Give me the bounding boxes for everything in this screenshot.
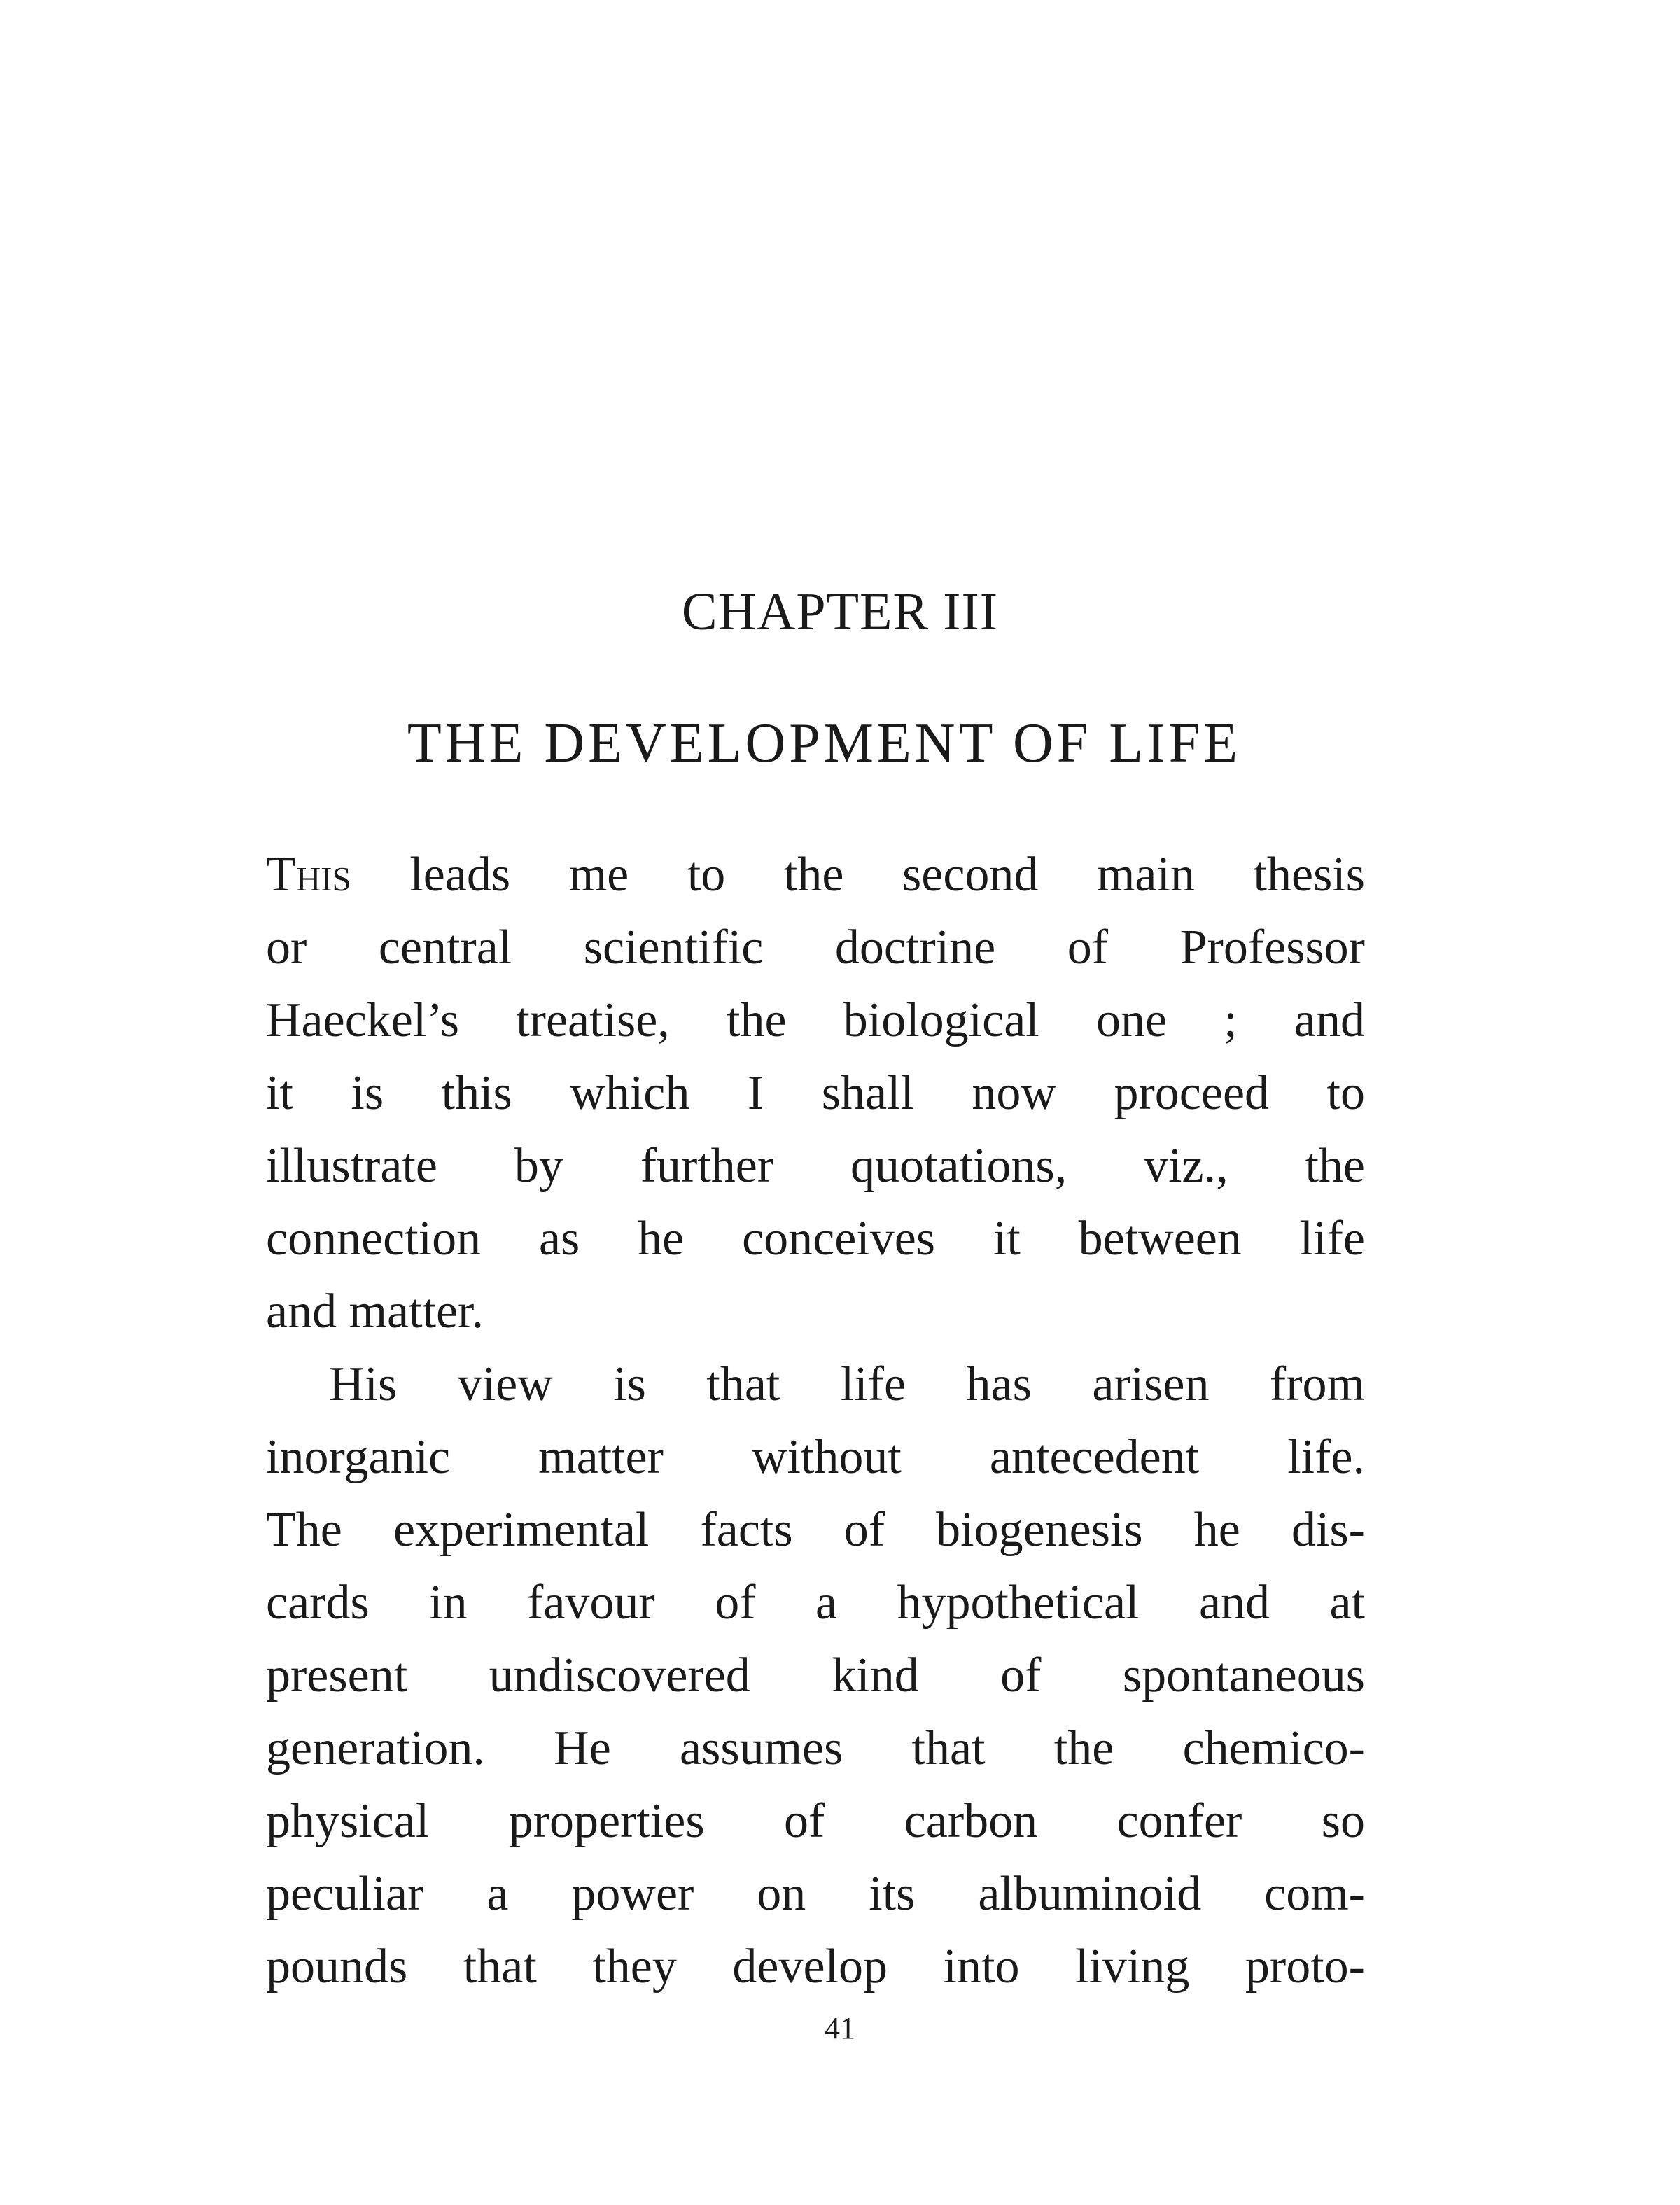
paragraph-line: peculiar a power on its albuminoid com- [266, 1867, 1365, 1921]
chapter-label: CHAPTER III [681, 582, 999, 641]
paragraph-line: His view is that life has arisen from [329, 1357, 1365, 1411]
paragraph-line: connection as he conceives it between life [266, 1212, 1365, 1266]
paragraph-line: cards in favour of a hypothetical and at [266, 1576, 1365, 1630]
page-number: 41 [825, 2011, 855, 2045]
paragraph-line: physical properties of carbon confer so [266, 1794, 1365, 1848]
paragraph-line: inorganic matter without antecedent life. [266, 1430, 1365, 1484]
paragraph-line: Haeckel’s treatise, the biological one ; and [266, 993, 1365, 1047]
paragraph-line: pounds that they develop into living proto- [266, 1940, 1365, 1994]
paragraph-line: it is this which I shall now proceed to [266, 1066, 1365, 1120]
chapter-title: THE DEVELOPMENT OF LIFE [407, 713, 1242, 774]
paragraph-lead-word: This [266, 848, 351, 902]
paragraph-line: present undiscovered kind of spontaneous [266, 1648, 1365, 1702]
paragraph-line [266, 839, 1365, 911]
paragraph-line: generation. He assumes that the chemico- [266, 1721, 1365, 1775]
paragraph-1 [266, 839, 1365, 1348]
paragraph-line: and matter. [266, 1284, 484, 1338]
paragraph-2 [266, 1348, 1365, 2003]
paragraph-line: or central scientific doctrine of Professor [266, 920, 1365, 974]
paragraph-line-text: leads me to the second main thesis [351, 848, 1365, 902]
paragraph-line: The experimental facts of biogenesis he dis- [266, 1503, 1365, 1557]
paragraph-line: illustrate by further quotations, viz., the [266, 1139, 1365, 1193]
